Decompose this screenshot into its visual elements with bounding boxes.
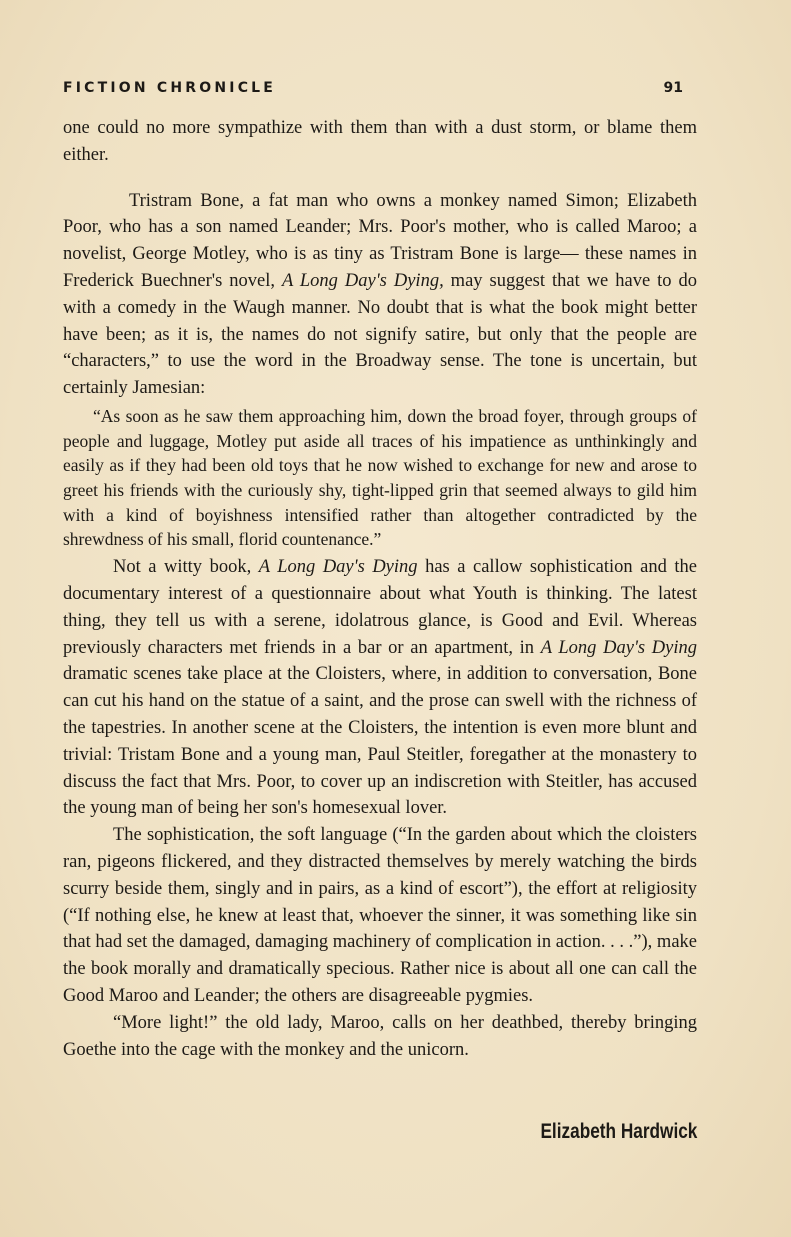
paragraph-closing: “More light!” the old lady, Maroo, calls on her deathbed, thereby bringing Goethe into the cage with the monkey and the unicorn.: [63, 1012, 697, 1060]
author-signature: Elizabeth Hardwick: [540, 1120, 697, 1143]
paragraph-text: dramatic scenes take place at the Cloisters, where, in addition to conversation, Bone can cut his hand on the statue of a saint, and the prose can swell with the richness of the tapestries. In another scene at the Cloisters, the intention is even more blunt and trivial: Tristam Bone and a young man, Paul Steitler, foregather at the monastery to discuss the fact that Mrs. Poor, to cover up an indiscretion with Steitler, has accused the young man of being her son's homesexual lover.: [63, 664, 697, 819]
paragraph-text: has a callow sophistication and the documentary interest of a questionnaire about what Youth is thinking. The latest thing, they tell us with a serene, idolatrous glance, is Good and Evil. Whereas previously characters met friends in a bar or an apartment, in: [63, 557, 697, 658]
paragraph-characters: [63, 188, 697, 402]
paragraph-sophistication: The sophistication, the soft language (“In the garden about which the cloisters ran, pigeons flickered, and they distracted themselves by merely watching the birds scurry beside them, singly and in pairs, as a kind of escort”), the effort at religiosity (“If nothing else, he knew at least that, whoever the sinner, it was something like sin that had set the damaged, damaging machinery of complication in action. . . .”), make the book morally and dramatically specious. Rather nice is about all one can call the Good Maroo and Leander; the others are disagreeable pygmies.: [63, 825, 697, 1006]
paragraph-continuation: one could no more sympathize with them than with a dust storm, or blame them either.: [63, 118, 697, 165]
book-title: A Long Day's Dying: [258, 557, 418, 578]
book-title: A Long Day's Dying,: [281, 270, 444, 291]
page-header: [63, 80, 683, 102]
paragraph-text: Not a witty book,: [113, 557, 259, 578]
running-head: FICTION CHRONICLE: [63, 80, 277, 96]
page-number: 91: [663, 80, 683, 96]
paragraph-text: may suggest that we have to do with a comedy in the Waugh manner. No doubt that is what the book might better have been; as it is, the names do not signify satire, but only that the people are “characters,” to use the word in the Broadway sense. The tone is uncertain, but certainly Jamesian:: [63, 270, 697, 399]
book-title: A Long Day's Dying: [540, 637, 697, 658]
paragraph-critique: [63, 554, 697, 822]
article-body: [63, 115, 697, 1063]
block-quote: “As soon as he saw them approaching him, down the broad foyer, through groups of people and luggage, Motley put aside all traces of his impatience as unthinkingly and easily as if they had been old toys that he now wished to exchange for new and arose to greet his friends with the curiously shy, tight-lipped grin that seemed always to gild him with a kind of boyishness intensified rather than altogether contradicted by the shrewdness of his small, florid countenance.”: [63, 405, 697, 550]
paragraph-text: Tristram Bone, a fat man who owns a monkey named Simon; Elizabeth Poor, who has a son named Leander; Mrs. Poor's mother, who is called Maroo; a novelist, George Motley, who is as tiny as Tristram Bone is large— these names in Frederick Buechner's novel,: [63, 190, 697, 291]
